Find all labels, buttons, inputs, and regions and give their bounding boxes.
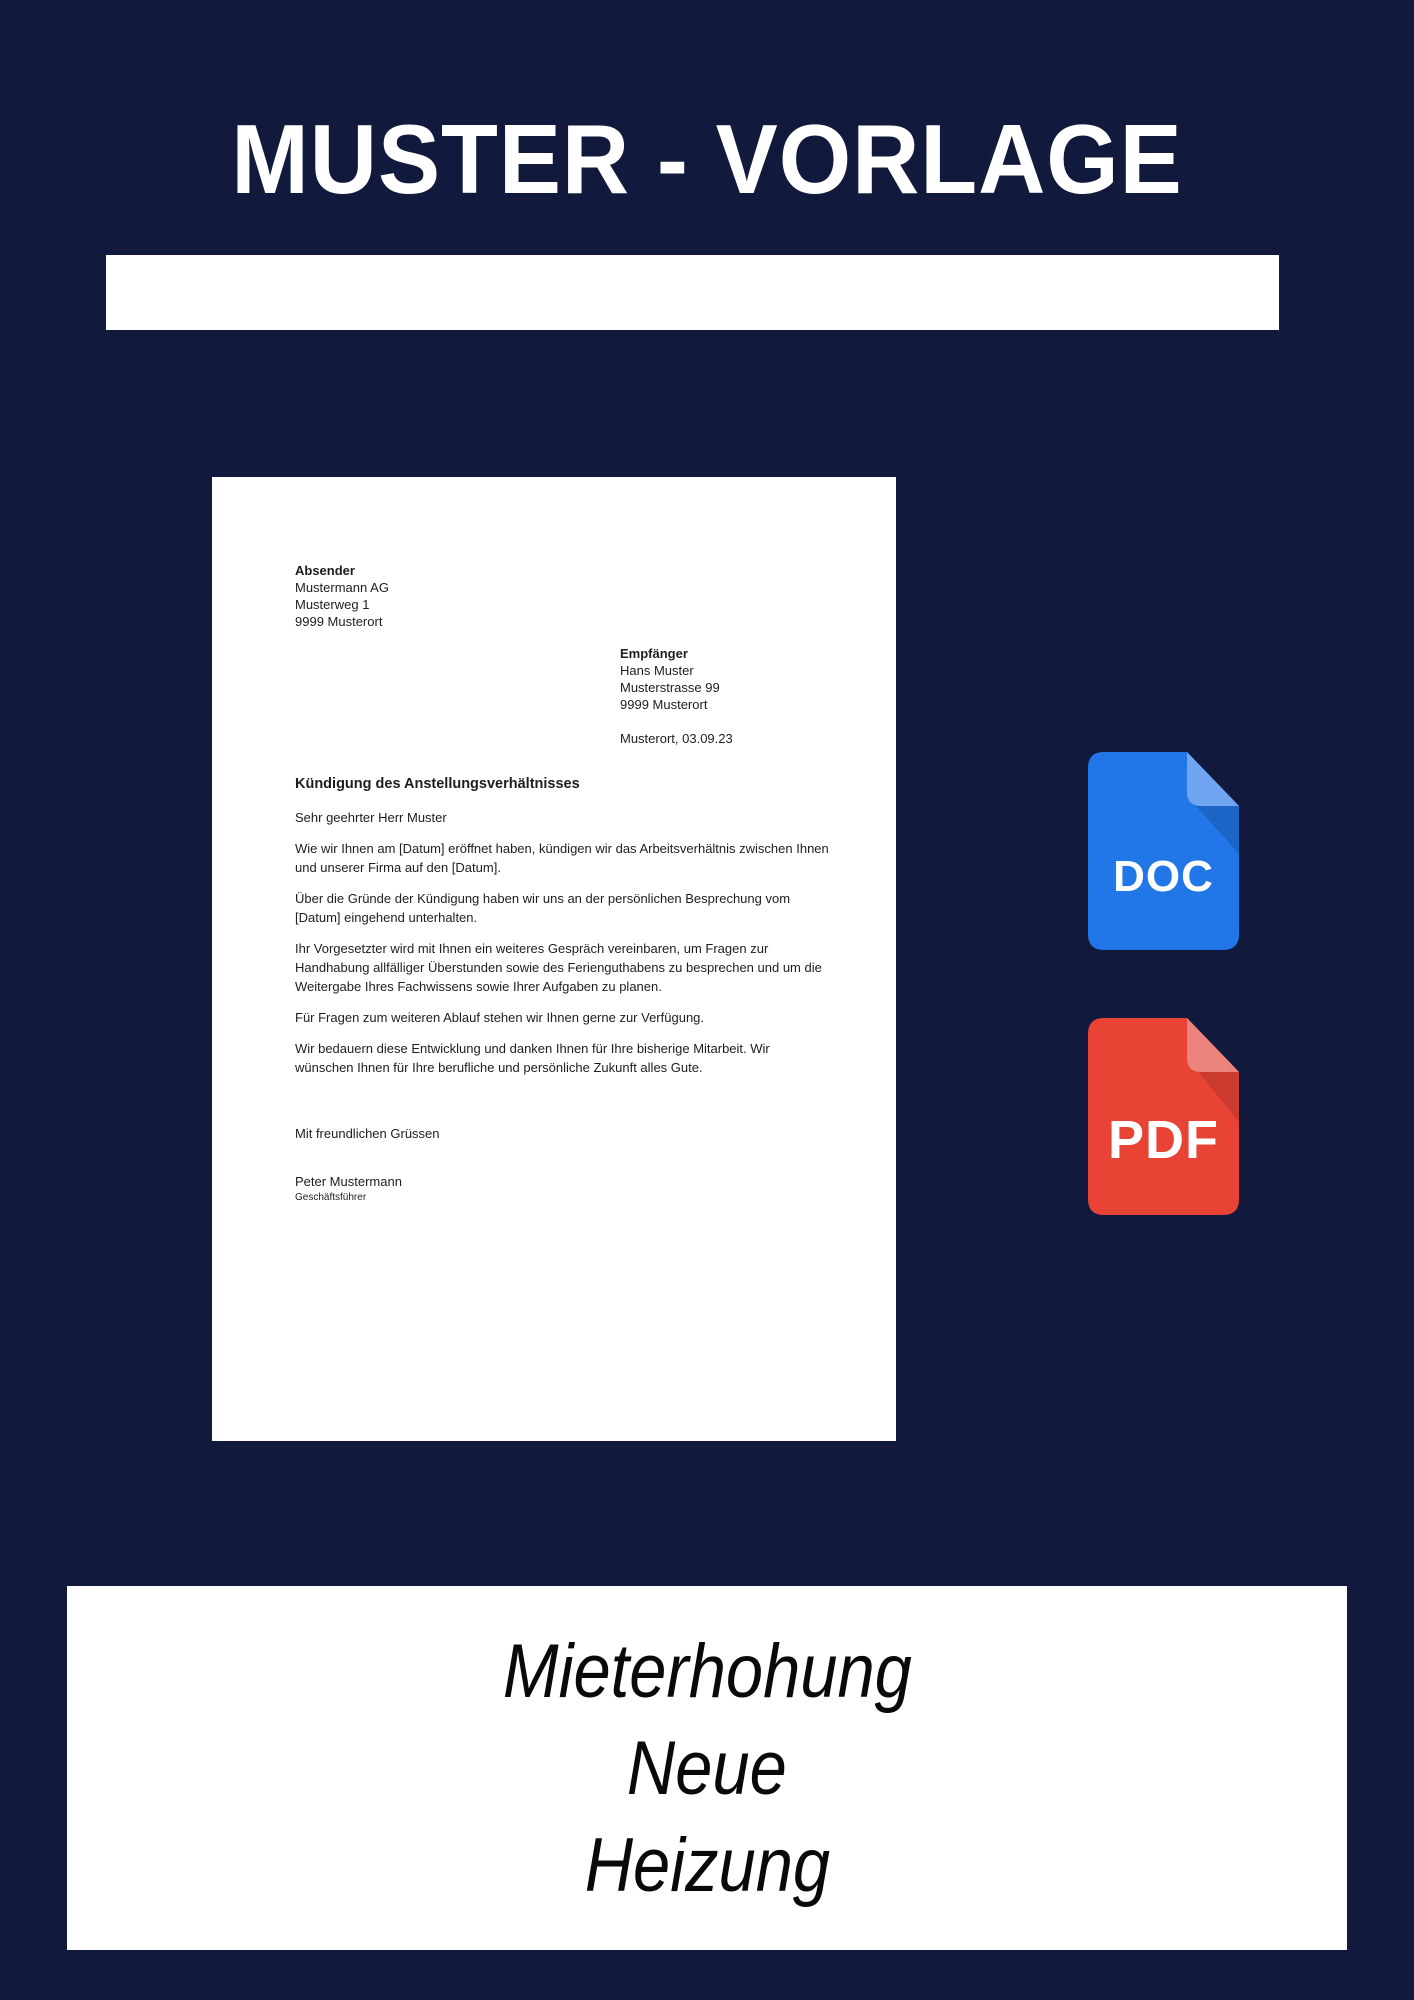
sender-label: Absender xyxy=(295,563,355,578)
letter-preview xyxy=(212,477,896,1441)
blank-banner xyxy=(106,255,1279,330)
letter-paragraph: Für Fragen zum weiteren Ablauf stehen wir Ihnen gerne zur Verfügung. xyxy=(295,1010,705,1025)
sender-lines: Mustermann AG Musterweg 1 9999 Musterort xyxy=(295,580,389,629)
recipient-lines: Hans Muster Musterstrasse 99 9999 Musterort xyxy=(620,663,720,712)
template-title-line: Neue xyxy=(627,1725,787,1811)
template-title-card xyxy=(67,1586,1347,1950)
recipient-label: Empfänger xyxy=(620,646,688,661)
letter-dateline: Musterort, 03.09.23 xyxy=(620,731,733,746)
doc-file-icon[interactable] xyxy=(1088,752,1239,950)
recipient-block xyxy=(620,645,852,713)
letter-paragraph: Über die Gründe der Kündigung haben wir uns an der persönlichen Besprechung vom [Datum] eingehend unterhalten. xyxy=(295,891,791,925)
letter-salutation: Sehr geehrter Herr Muster xyxy=(295,810,447,825)
letter-closing: Mit freundlichen Grüssen xyxy=(295,1126,440,1141)
pdf-icon-label: PDF xyxy=(1108,1110,1219,1170)
letter-paragraph: Ihr Vorgesetzter wird mit Ihnen ein weiteres Gespräch vereinbaren, um Fragen zur Handhabung allfälliger Überstunden sowie des Ferienguthabens zu besprechen und um die Weitergabe Ihres Fachwissens sowie Ihrer Aufgaben zu planen. xyxy=(295,941,822,994)
letter-subject: Kündigung des Anstellungsverhältnisses xyxy=(295,776,580,792)
letter-paragraph: Wir bedauern diese Entwicklung und danken Ihnen für Ihre bisherige Mitarbeit. Wir wünschen Ihnen für Ihre berufliche und persönliche Zukunft alles Gute. xyxy=(295,1041,770,1075)
template-title-line: Mieterhohung xyxy=(502,1628,912,1714)
template-title-line: Heizung xyxy=(584,1822,830,1908)
doc-icon-label: DOC xyxy=(1113,852,1214,901)
sender-block xyxy=(295,562,852,630)
page-title: MUSTER - VORLAGE xyxy=(231,104,1183,214)
signature-name: Peter Mustermann xyxy=(295,1174,402,1189)
signature-role: Geschäftsführer xyxy=(295,1192,367,1203)
pdf-file-icon[interactable] xyxy=(1088,1018,1239,1215)
letter-paragraph: Wie wir Ihnen am [Datum] eröffnet haben, kündigen wir das Arbeitsverhältnis zwischen Ihnen und unserer Firma auf den [Datum]. xyxy=(295,841,829,875)
